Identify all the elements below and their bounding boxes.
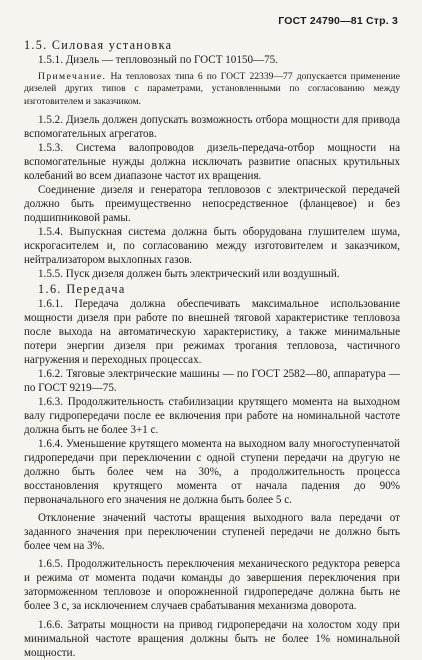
clause-1-6-2: 1.6.2. Тяговые электрические машины — по ГОСТ 2582—80, аппаратура — по ГОСТ 9219—75. — [24, 367, 400, 394]
clause-1-6-3: 1.6.3. Продолжительность стабилизации крутящего момента на выходном валу гидропередачи после ее включения при работе на номинальной частоте должна быть не более 3+1 с. — [24, 395, 400, 436]
note-lead: Примечание. — [38, 71, 107, 83]
paragraph-connection: Соединение дизеля и генератора тепловозов с электрической передачей должно быть преимущественно непосредственное (фланцевое) и без подшипниковой рамы. — [24, 184, 400, 225]
clause-1-5-1: 1.5.1. Дизель — тепловозный по ГОСТ 10150—75. — [38, 54, 278, 66]
paragraph-deviation: Отклонение значений частоты вращения выходного вала передачи от заданного значения при переключении ступеней передачи не должно быть более чем на 3%. — [24, 512, 400, 553]
clause-1-6-6: 1.6.6. Затраты мощности на привод гидропередачи на холостом ходу при минимальной частоте вращения должны быть не более 1% номинальной мощности. — [24, 618, 400, 659]
section-heading-power-unit: 1.5. Силовая установка — [24, 38, 173, 52]
page-header: ГОСТ 24790—81 Стр. 3 — [278, 15, 398, 27]
clause-1-5-3: 1.5.3. Система валопроводов дизель-передача-отбор мощности на вспомогательные нужды должна исключать развитие опасных крутильных колебаний во всем диапазоне частот их вращения. — [24, 142, 400, 183]
section-heading-transmission: 1.6. Передача — [38, 281, 126, 296]
clause-1-6-5: 1.6.5. Продолжительность переключения механического редуктора реверса и режима от момента подачи команды до завершения переключения при заторможенном тепловозе и опорожненной гидропередаче должна быть не более 3 с, за исключением случаев срабатывания механизма доворота. — [24, 558, 400, 613]
clause-1-5-2: 1.5.2. Дизель должен допускать возможность отбора мощности для привода вспомогательных агрегатов. — [24, 113, 400, 140]
clause-1-6-1: 1.6.1. Передача должна обеспечивать максимальное использование мощности дизеля при работе по внешней тяговой характеристике тепловоза после выхода на автоматическую характеристику, а также минимальные потери энергии дизеля при режимах трогания тепловоза, частичного нагружения и переходных процессах. — [24, 297, 400, 366]
note-text: На тепловозах типа 6 по ГОСТ 22339—77 допускается применение дизелей других типов с параметрами, установленными по согласованию между изготовителем и заказчиком. — [24, 71, 400, 107]
clause-1-5-4: 1.5.4. Выпускная система должна быть оборудована глушителем шума, искрогасителем и, по согласованию между изготовителем и заказчиком, нейтрализатором выхлопных газов. — [24, 226, 400, 267]
clause-1-5-5: 1.5.5. Пуск дизеля должен быть электрический или воздушный. — [38, 268, 340, 281]
clause-1-6-4: 1.6.4. Уменьшение крутящего момента на выходном валу многоступенчатой гидропередачи при переключении с одной ступени передачи на другую не должно быть более чем на 30%, а продолжительность процесса восстановления крутящего момента от начала падения до 90% первоначального его значения не должна быть более 5 с. — [24, 437, 400, 507]
document-body — [24, 38, 400, 660]
note — [24, 71, 400, 108]
